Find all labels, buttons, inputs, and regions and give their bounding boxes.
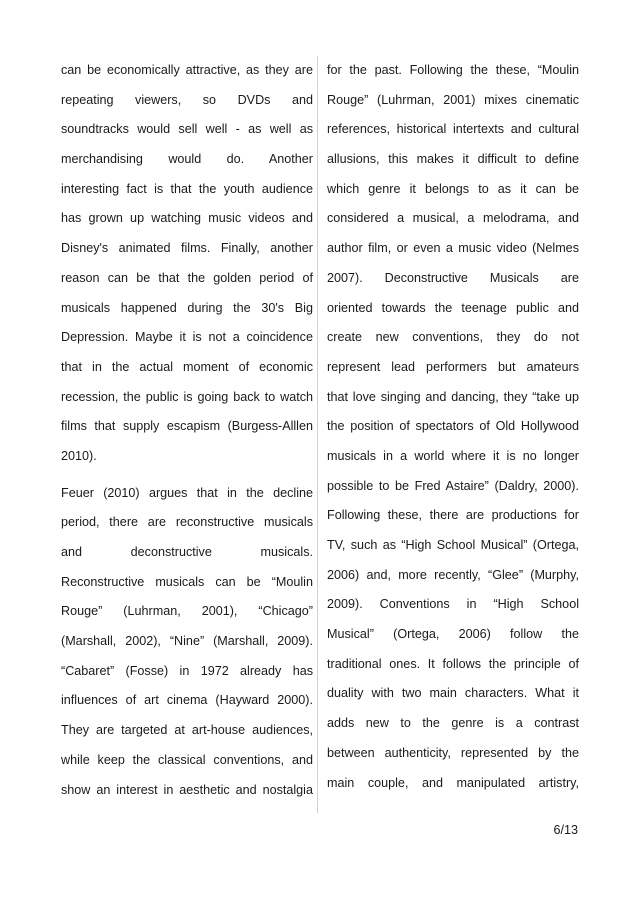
text-line: which genre it belongs to as it can be	[327, 181, 579, 196]
text-line: while keep the classical conventions, and	[61, 752, 313, 767]
text-line: Depression. Maybe it is not a coincidence	[61, 330, 313, 345]
text-line: allusions, this makes it difficult to define	[327, 152, 579, 167]
text-line: can be economically attractive, as they are	[61, 63, 313, 77]
text-line: has grown up watching music videos and	[61, 211, 313, 226]
text-line: Rouge” (Luhrman, 2001), “Chicago”	[61, 604, 313, 619]
text-line: interesting fact is that the youth audience	[61, 181, 313, 196]
text-line: period, there are reconstructive musicals	[61, 515, 313, 530]
text-line: between authenticity, represented by the	[327, 745, 579, 760]
left-paragraph-2	[61, 479, 313, 806]
text-line: 2009). Conventions in “High School	[327, 597, 579, 612]
text-line: 2007). Deconstructive Musicals are	[327, 270, 579, 285]
text-line: musicals happened during the 30's Big	[61, 300, 313, 315]
text-line: Feuer (2010) argues that in the decline	[61, 485, 313, 500]
right-text-column	[327, 56, 579, 798]
text-line: show an interest in aesthetic and nostalgia	[61, 782, 313, 797]
text-line: 2006) and, more recently, “Glee” (Murphy,	[327, 567, 579, 582]
text-line: They are targeted at art-house audiences,	[61, 723, 313, 738]
text-line: Reconstructive musicals can be “Moulin	[61, 574, 313, 589]
left-text-column	[61, 56, 313, 805]
text-line: TV, such as “High School Musical” (Ortega,	[327, 538, 579, 552]
text-line: Rouge” (Luhrman, 2001) mixes cinematic	[327, 92, 579, 107]
text-line: recession, the public is going back to watch	[61, 389, 313, 404]
text-line: references, historical intertexts and cultural	[327, 122, 579, 137]
text-line: create new conventions, they do not	[327, 330, 579, 345]
text-line: Disney's animated films. Finally, another	[61, 241, 313, 256]
text-line: represent lead performers but amateurs	[327, 359, 579, 374]
text-line: 2010).	[61, 448, 97, 463]
text-line: duality with two main characters. What it	[327, 686, 579, 701]
text-line: author film, or even a music video (Nelmes	[327, 241, 579, 256]
text-line: traditional ones. It follows the principle of	[327, 656, 579, 671]
text-line: influences of art cinema (Hayward 2000).	[61, 693, 313, 708]
page-number: 6/13	[553, 823, 578, 837]
text-line: soundtracks would sell well - as well as	[61, 122, 313, 137]
text-line: musicals in a world where it is no longer	[327, 448, 579, 463]
text-line: Musical” (Ortega, 2006) follow the	[327, 627, 579, 642]
text-line: oriented towards the teenage public and	[327, 300, 579, 315]
text-line: that in the actual moment of economic	[61, 359, 313, 374]
text-line: possible to be Fred Astaire” (Daldry, 2000).	[327, 478, 579, 493]
text-line: main couple, and manipulated artistry,	[327, 775, 579, 790]
left-paragraph-1	[61, 56, 313, 472]
column-divider	[317, 56, 318, 813]
text-line: Following these, there are productions for	[327, 508, 579, 523]
text-line: repeating viewers, so DVDs and	[61, 92, 313, 107]
text-line: (Marshall, 2002), “Nine” (Marshall, 2009).	[61, 634, 313, 649]
text-line: adds new to the genre is a contrast	[327, 716, 579, 731]
paragraph-spacer	[61, 472, 313, 479]
text-line: merchandising would do. Another	[61, 152, 313, 167]
text-line: reason can be that the golden period of	[61, 270, 313, 285]
text-line: that love singing and dancing, they “take up	[327, 389, 579, 404]
text-line: for the past. Following the these, “Moulin	[327, 63, 579, 77]
text-line: “Cabaret” (Fosse) in 1972 already has	[61, 663, 313, 678]
text-line: considered a musical, a melodrama, and	[327, 211, 579, 226]
text-line: films that supply escapism (Burgess-Alllen	[61, 419, 313, 434]
text-line: and deconstructive musicals.	[61, 545, 313, 559]
text-line: the position of spectators of Old Hollywood	[327, 419, 579, 434]
right-paragraph-1	[327, 56, 579, 798]
